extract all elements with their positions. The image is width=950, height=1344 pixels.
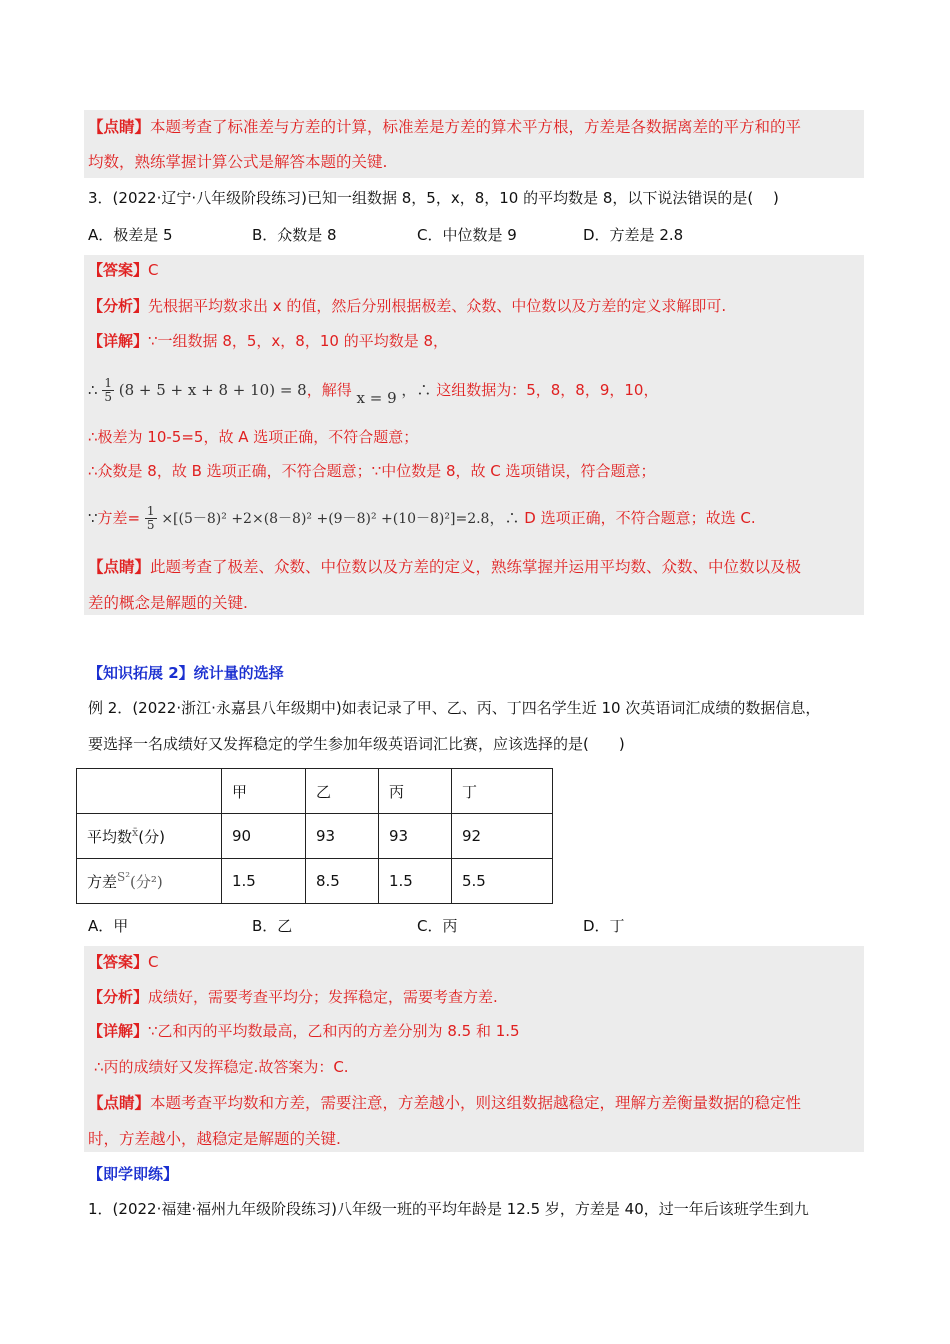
q3-option-b: B．众数是 8 [252,226,337,244]
ex2-detail-1: 【详解】∵乙和丙的平均数最高，乙和丙的方差分别为 8.5 和 1.5 [88,1022,520,1040]
ex2-analysis: 【分析】成绩好，需要考查平均分；发挥稳定，需要考查方差. [88,988,498,1006]
table-cell [77,769,222,814]
ex2-option-b: B．乙 [252,917,293,935]
q3-detail-4: ∴众数是 8，故 B 选项正确，不符合题意；∵中位数是 8，故 C 选项错误，符合题意； [88,462,656,480]
score-table [76,768,553,904]
table-row [77,769,553,814]
q3-detail-3: ∴极差为 10-5=5，故 A 选项正确，不符合题意； [88,428,419,446]
q3-analysis: 【分析】先根据平均数求出 x 的值，然后分别根据极差、众数、中位数以及方差的定义求解即可. [88,297,727,315]
ex2-stem-1: 例 2．(2022·浙江·永嘉县八年级期中)如表记录了甲、乙、丙、丁四名学生近 10 次英语词汇成绩的数据信息， [88,699,821,717]
table-row-label: 方差$^{S^2}$(分²) [77,859,222,904]
q3-answer: 【答案】C [88,261,159,279]
table-header: 丙 [379,769,452,814]
ex2-option-a: A．甲 [88,917,129,935]
practice-q1: 1．(2022·福建·福州九年级阶段练习)八年级一班的平均年龄是 12.5 岁，方差是 40，过一年后该班学生到九 [88,1200,809,1218]
comment-tag: 【点睛】 [88,118,151,136]
fraction-one-fifth-variance: $\frac{1}{5}$ [146,504,155,532]
comment-1-line2: 均数，熟练掌握计算公式是解答本题的关键. [88,153,388,171]
ex2-answer: 【答案】C [88,953,159,971]
table-header: 丁 [452,769,553,814]
ex2-option-c: C．丙 [417,917,458,935]
ex2-comment-line1: 【点睛】本题考查平均数和方差，需要注意，方差越小，则这组数据越稳定，理解方差衡量数据的稳定性 [88,1094,802,1112]
table-cell: 93 [379,814,452,859]
q3-stem: 3．(2022·辽宁·八年级阶段练习)已知一组数据 8，5，x，8，10 的平均数是 8，以下说法错误的是( ) [88,189,779,207]
table-row [77,814,553,859]
table-header: 乙 [306,769,379,814]
table-cell: 8.5 [306,859,379,904]
table-cell: 93 [306,814,379,859]
table-cell: 90 [222,814,306,859]
table-row-label: 平均数$^{x̄}$(分) [77,814,222,859]
q3-detail-2: ∴ $\frac{1}{5}$ (8 + 5 + x + 8 + 10) = 8，解得 x = 9 ，∴ 这组数据为：5，8，8，9，10， [88,376,659,407]
table-cell: 1.5 [222,859,306,904]
q3-comment-line2: 差的概念是解题的关键. [88,594,248,612]
q3-detail-5: ∵方差= $\frac{1}{5}$ ×[(5－8)² +2×(8－8)² +(9－8)² +(10－8)²]=2.8，∴ D 选项正确，不符合题意；故选 C. [88,504,756,532]
ex2-option-d: D．丁 [583,917,625,935]
table-header: 甲 [222,769,306,814]
fraction-one-fifth: $\frac{1}{5}$ [104,376,112,404]
ex2-detail-2: ∴丙的成绩好又发挥稳定.故答案为：C. [94,1058,349,1076]
table-cell: 1.5 [379,859,452,904]
q3-option-d: D．方差是 2.8 [583,226,684,244]
table-cell: 5.5 [452,859,553,904]
section-heading-ext2: 【知识拓展 2】统计量的选择 [88,664,284,682]
comment-1-line1: 【点睛】本题考查了标准差与方差的计算，标准差是方差的算术平方根，方差是各数据离差的平方和的平 [88,118,802,136]
q3-comment-line1: 【点睛】此题考查了极差、众数、中位数以及方差的定义，熟练掌握并运用平均数、众数、中位数以及极 [88,558,802,576]
q3-option-c: C．中位数是 9 [417,226,517,244]
q3-detail-1: 【详解】∵一组数据 8，5，x，8，10 的平均数是 8， [88,332,449,350]
ex2-stem-2: 要选择一名成绩好又发挥稳定的学生参加年级英语词汇比赛，应该选择的是( ) [88,735,625,753]
table-cell: 92 [452,814,553,859]
q3-option-a: A．极差是 5 [88,226,173,244]
table-row [77,859,553,904]
ex2-solution-box [84,946,864,1152]
section-heading-practice: 【即学即练】 [88,1165,179,1183]
ex2-comment-line2: 时，方差越小，越稳定是解题的关键. [88,1130,341,1148]
